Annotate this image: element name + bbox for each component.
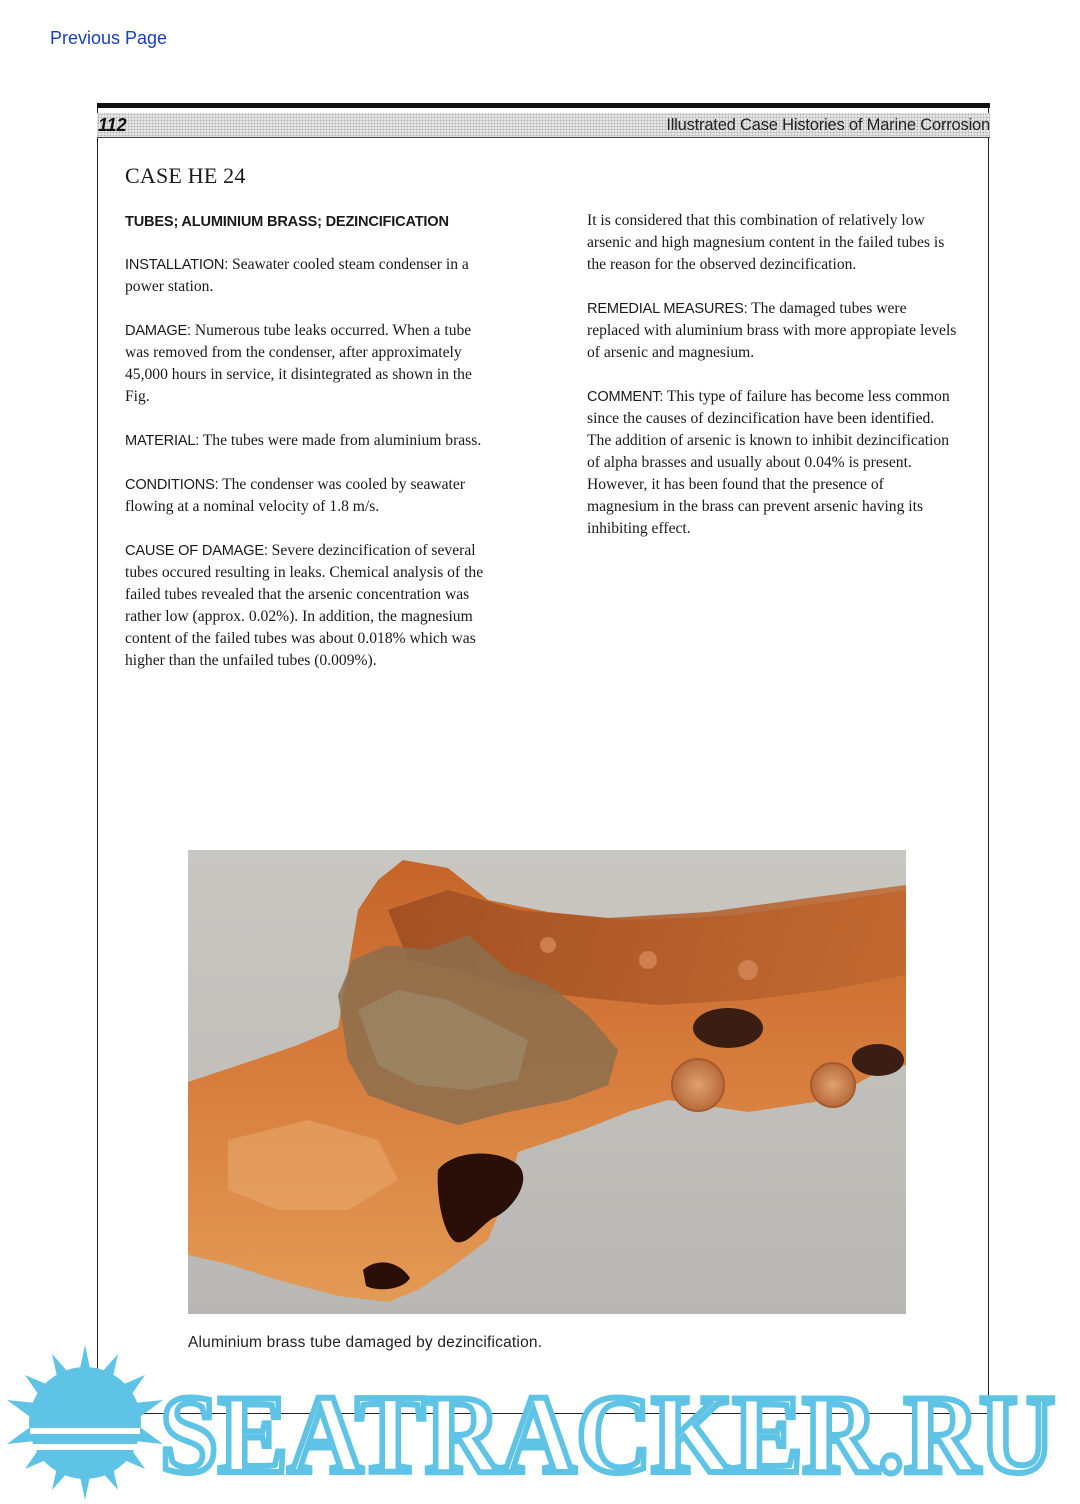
- paragraph-material: [125, 430, 495, 452]
- previous-page-link[interactable]: Previous Page: [50, 28, 168, 48]
- paragraph-label: COMMENT:: [587, 389, 664, 405]
- case-title: CASE HE 24: [125, 163, 246, 188]
- paragraph-label: INSTALLATION:: [125, 257, 229, 273]
- paragraph-text: This type of failure has become less common since the causes of dezincification have been identified. The addition of arsenic is known to inhibit dezincification of alpha brasses and usually about 0.04% is present. However, it has been found that the presence of magnesium in the brass can prevent arsenic having its inhibiting effect.: [587, 388, 950, 537]
- paragraph-label: CONDITIONS:: [125, 477, 219, 493]
- corrosion-spot: [738, 960, 758, 980]
- right-column: [587, 210, 957, 562]
- watermark: [0, 1340, 1080, 1504]
- dark-pit: [693, 1008, 763, 1048]
- paragraph-label: CAUSE OF DAMAGE:: [125, 543, 268, 559]
- corrosion-spot: [672, 1059, 724, 1111]
- paragraph-conditions: [125, 474, 495, 518]
- paragraph-remedial-measures: [587, 298, 957, 364]
- paragraph-text: The condenser was cooled by seawater flowing at a nominal velocity of 1.8 m/s.: [125, 476, 466, 515]
- header-rule: [97, 103, 990, 108]
- paragraph-text: It is considered that this combination of relatively low arsenic and high magnesium content in the failed tubes is the reason for the observed dezincification.: [587, 212, 945, 273]
- paragraph-label: MATERIAL:: [125, 433, 200, 449]
- watermark-wave: [30, 1444, 140, 1450]
- paragraph-label: DAMAGE:: [125, 323, 191, 339]
- paragraph-text: The damaged tubes were replaced with aluminium brass with more appropiate levels of arsenic and magnesium.: [587, 300, 957, 361]
- left-column: [125, 210, 495, 694]
- watermark-wave: [30, 1428, 140, 1434]
- paragraph-text: Seawater cooled steam condenser in a power station.: [125, 256, 469, 295]
- corrosion-spot: [639, 951, 657, 969]
- dark-pit: [852, 1044, 904, 1076]
- paragraph-label: REMEDIAL MEASURES:: [587, 301, 748, 317]
- case-subtitle: TUBES; ALUMINIUM BRASS; DEZINCIFICATION: [125, 214, 449, 230]
- paragraph-damage: [125, 320, 495, 408]
- paragraph-text: Numerous tube leaks occurred. When a tube was removed from the condenser, after approximately 45,000 hours in service, it disintegrated as shown in the Fig.: [125, 322, 472, 405]
- paragraph-cause-of-damage: [125, 540, 495, 672]
- paragraph-comment: [587, 386, 957, 540]
- corrosion-spot: [540, 937, 556, 953]
- page-number: 112: [98, 115, 127, 135]
- paragraph-text: Severe dezincification of several tubes occured resulting in leaks. Chemical analysis of the failed tubes revealed that the arsenic concentration was rather low (approx. 0.02%). In addition, the magnesium content of the failed tubes was about 0.018% which was higher than the unfailed tubes (0.009%).: [125, 542, 484, 669]
- paragraph-conclusion: [587, 210, 957, 276]
- paragraph-installation: [125, 254, 495, 298]
- running-title: Illustrated Case Histories of Marine Corrosion: [666, 116, 990, 134]
- paragraph-text: The tubes were made from aluminium brass.: [202, 432, 482, 449]
- corrosion-spot: [811, 1063, 855, 1107]
- figure-caption: Aluminium brass tube damaged by dezincification.: [188, 1334, 543, 1351]
- figure-photo: [188, 850, 906, 1314]
- watermark-text: SEATRACKER.RU: [160, 1373, 1055, 1497]
